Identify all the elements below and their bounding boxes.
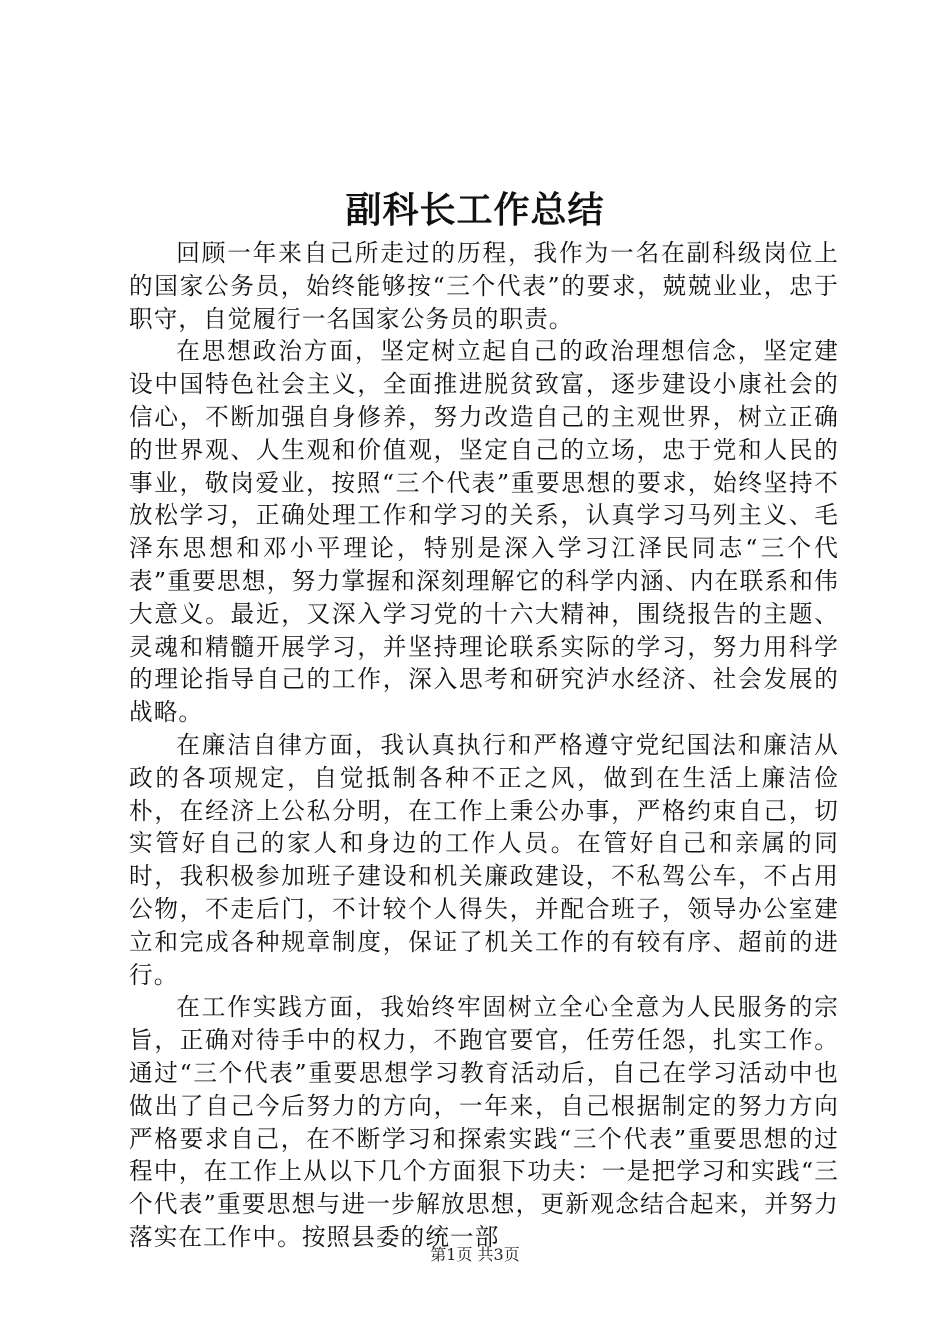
paragraph-work-practice: 在工作实践方面，我始终牢固树立全心全意为人民服务的宗旨，正确对待手中的权力，不跑官要官，任劳任怨，扎实工作。通过“三个代表”重要思想学习教育活动后，自己在学习活动中也做出了自己今后努力的方向，一年来，自己根据制定的努力方向严格要求自己，在不断学习和探索实践“三个代表”重要思想的过程中，在工作上从以下几个方面狠下功夫：一是把学习和实践“三个代表”重要思想与进一步解放思想，更新观念结合起来，并努力落实在工作中。按照县委的统一部 [129,993,839,1251]
document-body [129,237,839,1254]
paragraph-intro: 回顾一年来自己所走过的历程，我作为一名在副科级岗位上的国家公务员，始终能够按“三个代表”的要求，兢兢业业，忠于职守，自觉履行一名国家公务员的职责。 [129,239,839,333]
paragraph-political-thought: 在思想政治方面，坚定树立起自己的政治理想信念，坚定建设中国特色社会主义，全面推进脱贫致富，逐步建设小康社会的信心，不断加强自身修养，努力改造自己的主观世界，树立正确的世界观、人生观和价值观，坚定自己的立场，忠于党和人民的事业，敬岗爱业，按照“三个代表”重要思想的要求，始终坚持不放松学习，正确处理工作和学习的关系，认真学习马列主义、毛泽东思想和邓小平理论，特别是深入学习江泽民同志“三个代表”重要思想，努力掌握和深刻理解它的科学内涵、内在联系和伟大意义。最近，又深入学习党的十六大精神，围绕报告的主题、灵魂和精髓开展学习，并坚持理论联系实际的学习，努力用科学的理论指导自己的工作，深入思考和研究泸水经济、社会发展的战略。 [129,337,839,727]
page-number-footer: 第1页 共3页 [430,1245,520,1264]
paragraph-integrity: 在廉洁自律方面，我认真执行和严格遵守党纪国法和廉洁从政的各项规定，自觉抵制各种不正之风，做到在生活上廉洁俭朴，在经济上公私分明，在工作上秉公办事，严格约束自己，切实管好自己的家人和身边的工作人员。在管好自己和亲属的同时，我积极参加班子建设和机关廉政建设，不私驾公车，不占用公物，不走后门，不计较个人得失，并配合班子，领导办公室建立和完成各种规章制度，保证了机关工作的有较有序、超前的进行。 [129,730,839,989]
document-title: 副科长工作总结 [345,189,605,231]
